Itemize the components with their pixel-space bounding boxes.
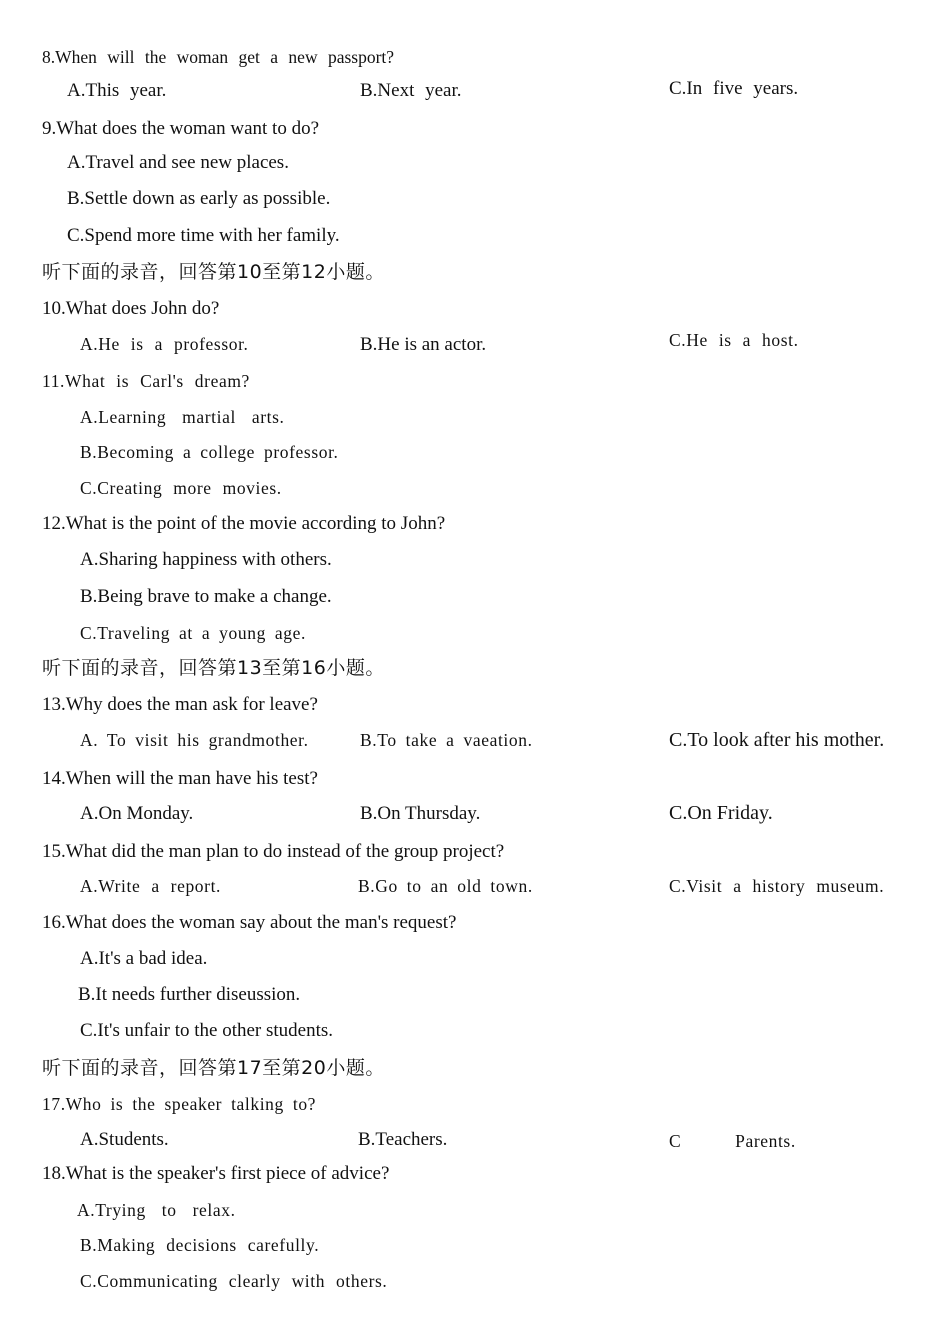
question-11-option-a: A.Learning martial arts.: [80, 407, 285, 427]
question-12-option-a: A.Sharing happiness with others.: [80, 549, 332, 570]
question-16-stem: 16.What does the woman say about the man's request?: [42, 912, 457, 933]
question-9-stem: 9.What does the woman want to do?: [42, 118, 320, 139]
question-10-option-a: A.He is a professor.: [80, 334, 249, 354]
question-12-stem: 12.What is the point of the movie according to John?: [42, 513, 446, 534]
question-11-option-b: B.Becoming a college professor.: [80, 442, 339, 462]
question-16-option-a: A.It's a bad idea.: [80, 948, 208, 969]
question-8-option-b: B.Next year.: [360, 80, 462, 101]
question-17-option-c: C Parents.: [669, 1131, 796, 1151]
question-12-option-c: C.Traveling at a young age.: [80, 623, 306, 643]
question-18-option-c: C.Communicating clearly with others.: [80, 1271, 388, 1291]
question-17-stem: 17.Who is the speaker talking to?: [42, 1094, 317, 1114]
question-13-option-a: A. To visit his grandmother.: [80, 730, 309, 750]
question-14-option-b: B.On Thursday.: [360, 803, 481, 824]
question-18-option-b: B.Making decisions carefully.: [80, 1235, 320, 1255]
question-14-option-a: A.On Monday.: [80, 803, 194, 824]
question-15-option-b: B.Go to an old town.: [358, 876, 533, 896]
question-11-stem: 11.What is Carl's dream?: [42, 371, 250, 391]
question-10-option-c: C.He is a host.: [669, 330, 799, 350]
question-16-option-b: B.It needs further diseussion.: [78, 984, 301, 1005]
question-12-option-b: B.Being brave to make a change.: [80, 586, 332, 607]
question-8-stem: 8.When will the woman get a new passport?: [42, 47, 395, 67]
question-15-option-c: C.Visit a history museum.: [669, 876, 885, 896]
question-9-option-a: A.Travel and see new places.: [67, 152, 289, 173]
question-17-option-b: B.Teachers.: [358, 1129, 448, 1150]
question-15-option-a: A.Write a report.: [80, 876, 222, 896]
question-13-option-b: B.To take a vaeation.: [360, 730, 533, 750]
section-heading-13-16: 听下面的录音，回答第13至第16小题。: [42, 657, 385, 679]
question-13-stem: 13.Why does the man ask for leave?: [42, 694, 318, 715]
question-18-option-a: A.Trying to relax.: [77, 1200, 236, 1220]
question-14-stem: 14.When will the man have his test?: [42, 768, 318, 789]
question-9-option-c: C.Spend more time with her family.: [67, 225, 340, 246]
section-heading-10-12: 听下面的录音，回答第10至第12小题。: [42, 261, 385, 283]
question-10-stem: 10.What does John do?: [42, 298, 220, 319]
section-heading-17-20: 听下面的录音，回答第17至第20小题。: [42, 1057, 385, 1079]
question-16-option-c: C.It's unfair to the other students.: [80, 1020, 334, 1041]
question-9-option-b: B.Settle down as early as possible.: [67, 188, 331, 209]
question-17-option-a: A.Students.: [80, 1129, 169, 1150]
question-13-option-c: C.To look after his mother.: [669, 729, 885, 751]
question-8-option-a: A.This year.: [67, 80, 167, 101]
question-15-stem: 15.What did the man plan to do instead of the group project?: [42, 841, 505, 862]
question-8-option-c: C.In five years.: [669, 78, 799, 99]
question-11-option-c: C.Creating more movies.: [80, 478, 282, 498]
question-18-stem: 18.What is the speaker's first piece of advice?: [42, 1163, 390, 1184]
question-14-option-c: C.On Friday.: [669, 802, 773, 824]
question-10-option-b: B.He is an actor.: [360, 334, 487, 355]
